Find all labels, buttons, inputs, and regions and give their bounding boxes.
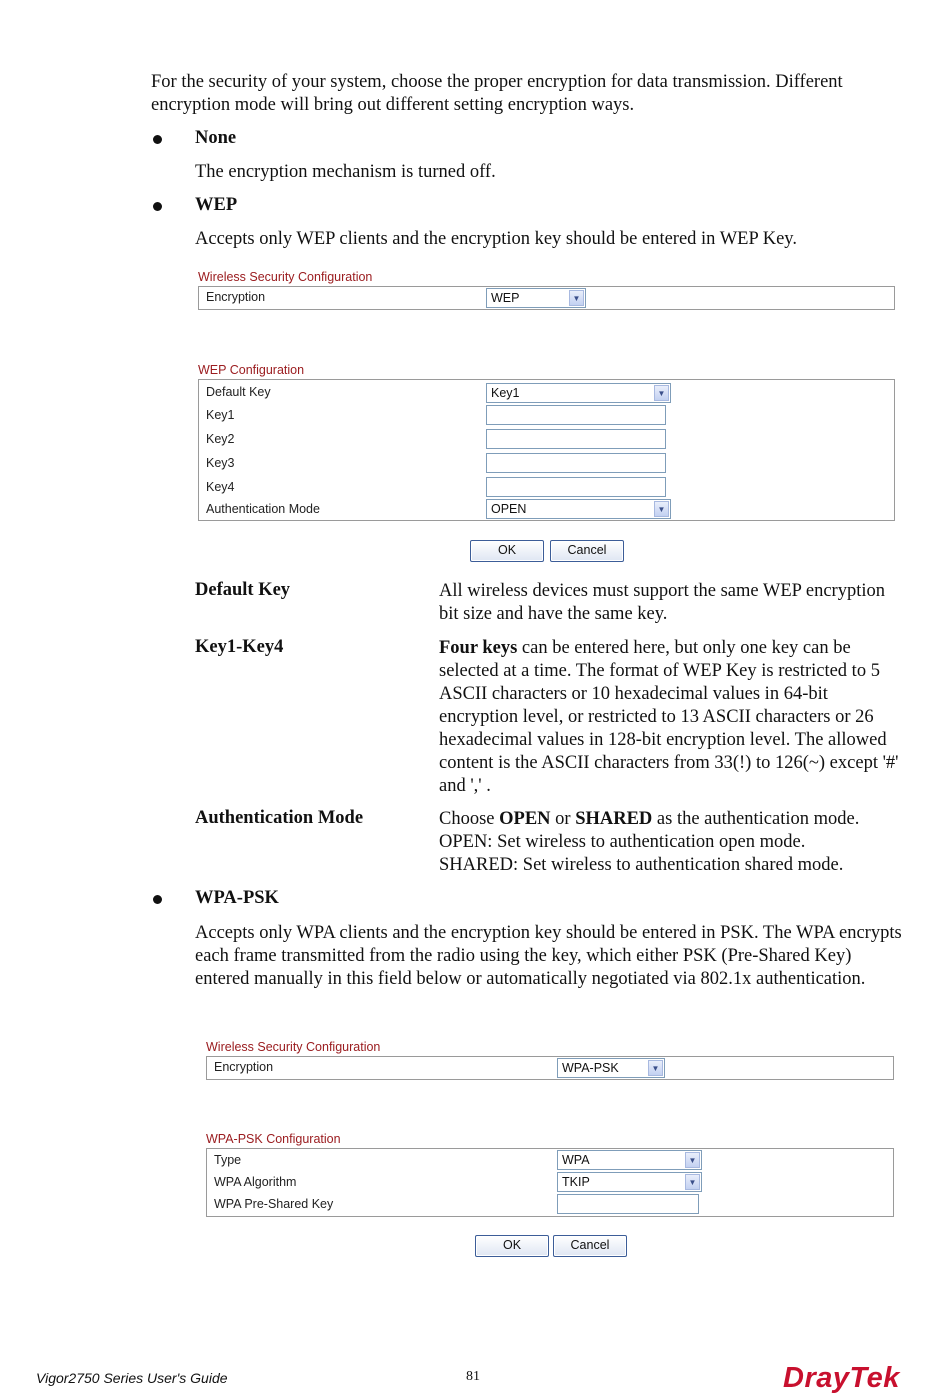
type-value: WPA [562,1153,590,1167]
footer-guide-title: Vigor2750 Series User's Guide [36,1370,228,1386]
cancel-button[interactable]: Cancel [550,540,624,562]
key1-label: Key1 [206,408,235,422]
desc-auth-line2: OPEN: Set wireless to authentication open mode. [439,832,806,852]
bullet-title-wpa: WPA-PSK [195,888,279,908]
auth-post: as the authentication mode. [652,809,860,829]
auth-open-bold: OPEN [499,809,551,829]
key2-input[interactable] [486,429,666,449]
auth-mode-value: OPEN [491,502,527,516]
encryption-row [206,1056,894,1080]
bullet-desc-wpa: Accepts only WPA clients and the encryption key should be entered in PSK. The WPA encrypts each frame transmitted from the radio using the key, which either PSK (Pre-Shared Key) entered manually in this field below or automatically negotiated via 802.1x authentication. [195,923,902,989]
bullet-dot [153,135,162,144]
encryption-value: WPA-PSK [562,1061,619,1075]
panel-title: Wireless Security Configuration [198,270,373,284]
default-key-value: Key1 [491,386,520,400]
auth-mode-label: Authentication Mode [206,502,320,516]
bullet-dot [153,895,162,904]
key2-label: Key2 [206,432,235,446]
desc-keys [439,637,909,798]
auth-pre: Choose [439,809,500,829]
page-number: 81 [466,1369,480,1384]
encryption-select[interactable] [486,288,586,308]
desc-auth-line1 [439,808,909,831]
encryption-label: Encryption [214,1060,274,1074]
key3-label: Key3 [206,456,235,470]
draytek-logo: DrayTek [783,1362,900,1394]
chevron-down-icon: ▼ [654,501,669,517]
wpa-config-title: WPA-PSK Configuration [206,1132,341,1146]
psk-input[interactable] [557,1194,699,1214]
auth-mode-select[interactable] [486,499,671,519]
wpa-algorithm-value: TKIP [562,1175,590,1189]
type-label: Type [214,1153,242,1167]
term-default-key: Default Key [195,580,291,600]
term-auth-mode: Authentication Mode [195,808,364,828]
desc-auth-line3: SHARED: Set wireless to authentication shared mode. [439,855,844,875]
encryption-row [198,286,895,310]
desc-default-key: All wireless devices must support the same WEP encryption bit size and have the same key. [439,581,885,624]
wep-config-box [198,379,895,521]
desc-auth-mode [439,808,909,877]
chevron-down-icon: ▼ [685,1152,700,1168]
encryption-select[interactable] [557,1058,665,1078]
chevron-down-icon: ▼ [569,290,584,306]
ok-button[interactable]: OK [470,540,544,562]
key4-label: Key4 [206,480,235,494]
chevron-down-icon: ▼ [654,385,669,401]
wep-config-title: WEP Configuration [198,363,305,377]
desc-keys-bold: Four keys [439,638,518,658]
auth-mid: or [550,809,576,829]
wpa-screenshot [198,1032,903,1264]
wep-screenshot [190,262,905,577]
type-select[interactable] [557,1150,702,1170]
key1-input[interactable] [486,405,666,425]
term-keys: Key1-Key4 [195,637,284,657]
panel-title: Wireless Security Configuration [206,1040,381,1054]
auth-shared-bold: SHARED [575,809,653,829]
chevron-down-icon: ▼ [685,1174,700,1190]
key3-input[interactable] [486,453,666,473]
wpa-algorithm-label: WPA Algorithm [214,1175,297,1189]
key4-input[interactable] [486,477,666,497]
wpa-algorithm-select[interactable] [557,1172,702,1192]
default-key-select[interactable] [486,383,671,403]
cancel-button[interactable]: Cancel [553,1235,627,1257]
bullet-desc-wep: Accepts only WEP clients and the encryption key should be entered in WEP Key. [195,229,797,249]
intro-paragraph: For the security of your system, choose the proper encryption for data transmission. Different encryption mode will bring out different setting encryption ways. [151,72,843,115]
bullet-title-none: None [195,128,237,148]
bullet-desc-none: The encryption mechanism is turned off. [195,162,496,182]
bullet-title-wep: WEP [195,195,238,215]
bullet-dot [153,202,162,211]
psk-label: WPA Pre-Shared Key [214,1197,334,1211]
wpa-config-box [206,1148,894,1217]
chevron-down-icon: ▼ [648,1060,663,1076]
encryption-label: Encryption [206,290,266,304]
desc-keys-text: can be entered here, but only one key can be selected at a time. The format of WEP Key is restricted to 5 ASCII characters or 10 hexadecimal values in 64-bit encryption level, or restricted to 13 ASCII characters or 26 hexadecimal values in 128-bit encryption level. The allowed content is the ASCII characters from 33(!) to 126(~) except '#' and ',' . [439,638,899,796]
ok-button[interactable]: OK [475,1235,549,1257]
default-key-label: Default Key [206,385,271,399]
encryption-value: WEP [491,291,520,305]
